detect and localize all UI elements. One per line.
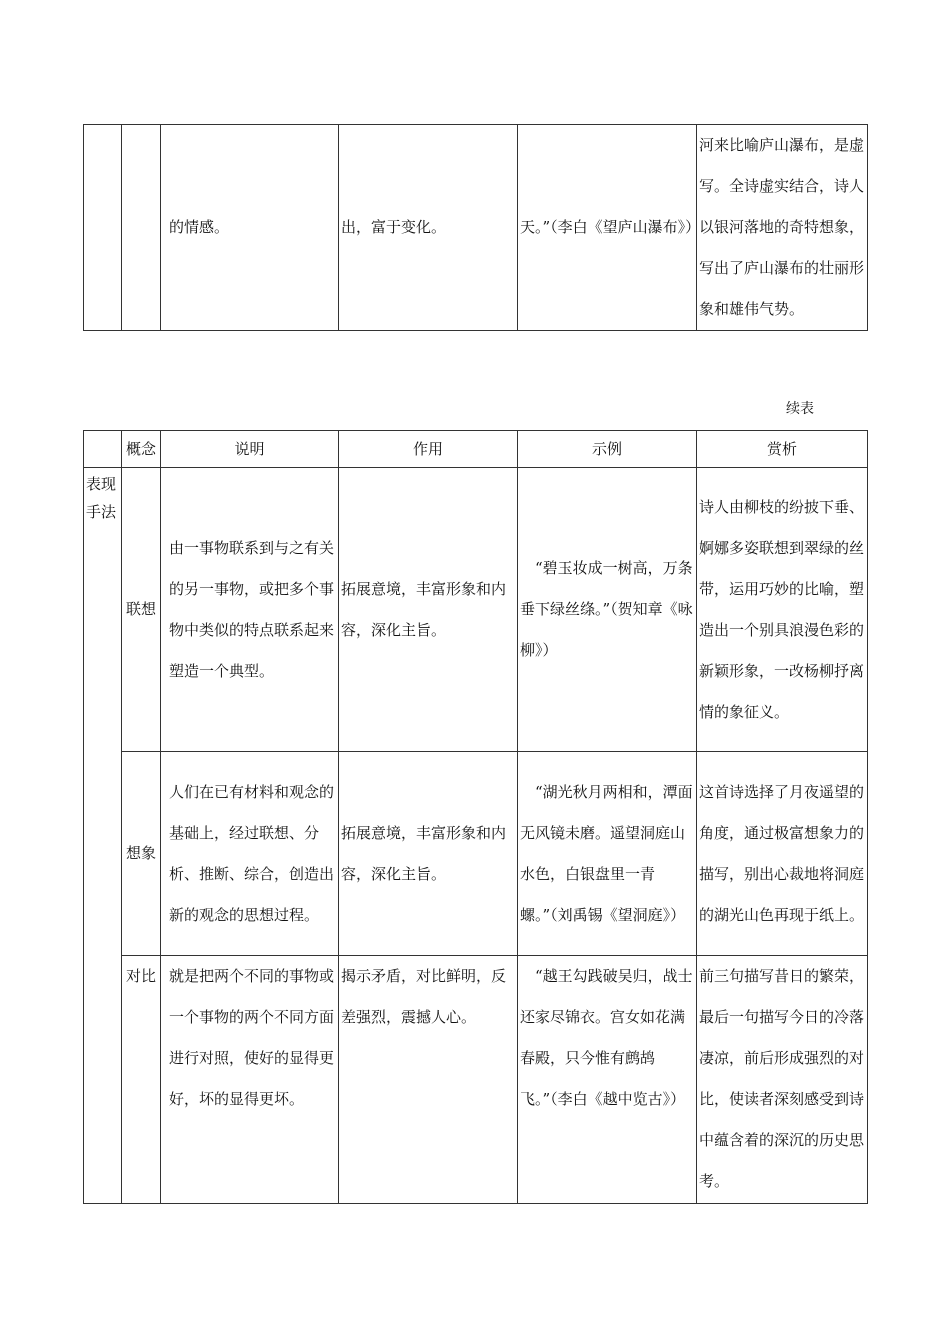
header-explanation: 说明 bbox=[161, 431, 339, 468]
example-cell: “湖光秋月两相和，潭面无风镜未磨。遥望洞庭山水色，白银盘里一青螺。”（刘禹锡《望洞庭》） bbox=[518, 752, 697, 956]
effect-cell: 拓展意境，丰富形象和内容，深化主旨。 bbox=[339, 752, 518, 956]
cell-empty bbox=[84, 125, 122, 331]
table-row bbox=[84, 125, 868, 331]
cell-explanation: 的情感。 bbox=[161, 125, 339, 331]
effect-cell: 拓展意境，丰富形象和内容，深化主旨。 bbox=[339, 468, 518, 752]
concept-cell: 对比 bbox=[122, 956, 161, 1204]
cell-example: 天。”（李白《望庐山瀑布》） bbox=[518, 125, 697, 331]
table-row bbox=[84, 468, 868, 752]
concept-cell: 想象 bbox=[122, 752, 161, 956]
cell-empty bbox=[122, 125, 161, 331]
header-effect: 作用 bbox=[339, 431, 518, 468]
explanation-cell: 就是把两个不同的事物或一个事物的两个不同方面进行对照，使好的显得更好，坏的显得更坏。 bbox=[161, 956, 339, 1204]
explanation-cell: 由一事物联系到与之有关的另一事物，或把多个事物中类似的特点联系起来塑造一个典型。 bbox=[161, 468, 339, 752]
example-cell: “越王勾践破吴归，战士还家尽锦衣。宫女如花满春殿，只今惟有鹧鸪飞。”（李白《越中览古》） bbox=[518, 956, 697, 1204]
header-concept: 概念 bbox=[122, 431, 161, 468]
table-top-continuation bbox=[83, 124, 868, 331]
analysis-cell: 诗人由柳枝的纷披下垂、婀娜多姿联想到翠绿的丝带，运用巧妙的比喻，塑造出一个别具浪漫色彩的新颖形象，一改杨柳抒离情的象征义。 bbox=[697, 468, 868, 752]
header-cell bbox=[84, 431, 122, 468]
header-example: 示例 bbox=[518, 431, 697, 468]
category-cell: 表现手法 bbox=[84, 468, 122, 1204]
cell-analysis: 河来比喻庐山瀑布，是虚写。全诗虚实结合，诗人以银河落地的奇特想象，写出了庐山瀑布的壮丽形象和雄伟气势。 bbox=[697, 125, 868, 331]
explanation-cell: 人们在已有材料和观念的基础上，经过联想、分析、推断、综合，创造出新的观念的思想过程。 bbox=[161, 752, 339, 956]
table-main bbox=[83, 430, 868, 1204]
concept-cell: 联想 bbox=[122, 468, 161, 752]
continued-label: 续表 bbox=[786, 401, 814, 417]
header-analysis: 赏析 bbox=[697, 431, 868, 468]
analysis-cell: 这首诗选择了月夜遥望的角度，通过极富想象力的描写，别出心裁地将洞庭的湖光山色再现于纸上。 bbox=[697, 752, 868, 956]
table-row bbox=[84, 752, 868, 956]
analysis-cell: 前三句描写昔日的繁荣，最后一句描写今日的冷落凄凉，前后形成强烈的对比，使读者深刻感受到诗中蕴含着的深沉的历史思考。 bbox=[697, 956, 868, 1204]
effect-cell: 揭示矛盾，对比鲜明，反差强烈，震撼人心。 bbox=[339, 956, 518, 1204]
example-cell: “碧玉妆成一树高，万条垂下绿丝绦。”（贺知章《咏柳》） bbox=[518, 468, 697, 752]
cell-effect: 出，富于变化。 bbox=[339, 125, 518, 331]
table-row bbox=[84, 956, 868, 1204]
table-header-row bbox=[84, 431, 868, 468]
